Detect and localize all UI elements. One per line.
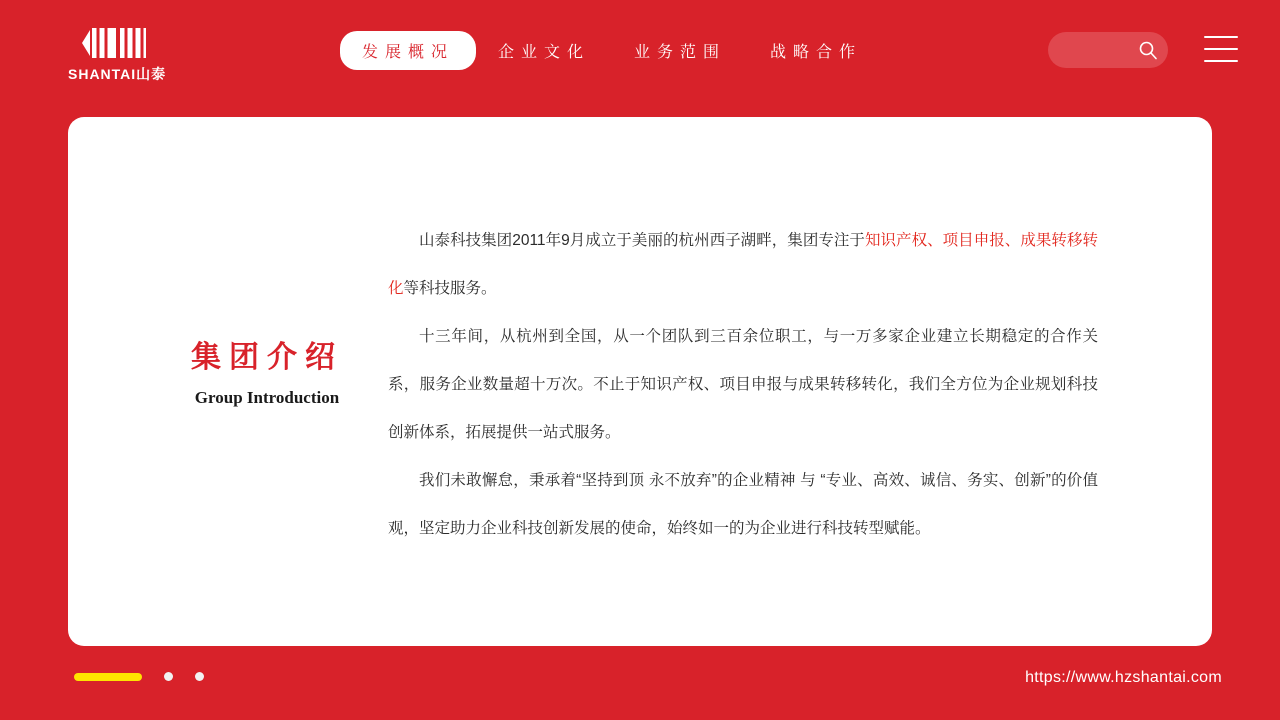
hamburger-menu-icon[interactable] <box>1204 36 1238 62</box>
hamburger-bar <box>1204 48 1238 50</box>
nav-item-corporate-culture[interactable]: 企业文化 <box>498 43 591 61</box>
text-segment-highlight: 知识产权、项目申报、成果转移转化 <box>388 232 1098 297</box>
site-url[interactable]: https://www.hzshantai.com <box>1025 669 1222 686</box>
pagination-item[interactable] <box>164 672 173 681</box>
paragraph-1 <box>388 217 1098 313</box>
pagination-item-active[interactable] <box>74 673 142 681</box>
nav-item-development-overview[interactable]: 发展概况 <box>340 31 476 70</box>
intro-body-text <box>388 217 1098 553</box>
shantai-logo-icon <box>68 26 172 60</box>
text-segment: 等科技服务。 <box>403 280 497 297</box>
section-title-cn: 集团介绍 <box>191 341 343 374</box>
pagination-item[interactable] <box>195 672 204 681</box>
text-segment: 我们未敢懈怠，秉承着“坚持到顶 永不放弃”的企业精神 与 “专业、高效、诚信、务实、创新”的价值观，坚定助力企业科技创新发展的使命，始终如一的为企业进行科技转型赋能。 <box>388 472 1098 537</box>
text-segment: 十三年间，从杭州到全国，从一个团队到三百余位职工，与一万多家企业建立长期稳定的合作关系，服务企业数量超十万次。不止于知识产权、项目申报与成果转移转化，我们全方位为企业规划科技创新体系，拓展提供一站式服务。 <box>388 328 1098 441</box>
main-nav <box>340 33 884 67</box>
logo[interactable] <box>68 26 176 86</box>
paragraph-2 <box>388 313 1098 457</box>
site-header <box>0 0 1280 100</box>
text-segment: 山泰科技集团2011年9月成立于美丽的杭州西子湖畔，集团专注于 <box>419 232 865 249</box>
content-card <box>68 117 1212 646</box>
hamburger-bar <box>1204 36 1238 38</box>
logo-text: SHANTAI山泰 <box>68 66 167 82</box>
pagination <box>74 672 204 681</box>
paragraph-3 <box>388 457 1098 553</box>
hamburger-bar <box>1204 60 1238 62</box>
nav-item-business-scope[interactable]: 业务范围 <box>634 43 727 61</box>
search-icon[interactable] <box>1138 40 1158 60</box>
search-input[interactable] <box>1048 32 1168 68</box>
section-title <box>122 332 412 408</box>
section-title-en: Group Introduction <box>194 388 340 407</box>
nav-item-strategic-cooperation[interactable]: 战略合作 <box>770 43 863 61</box>
